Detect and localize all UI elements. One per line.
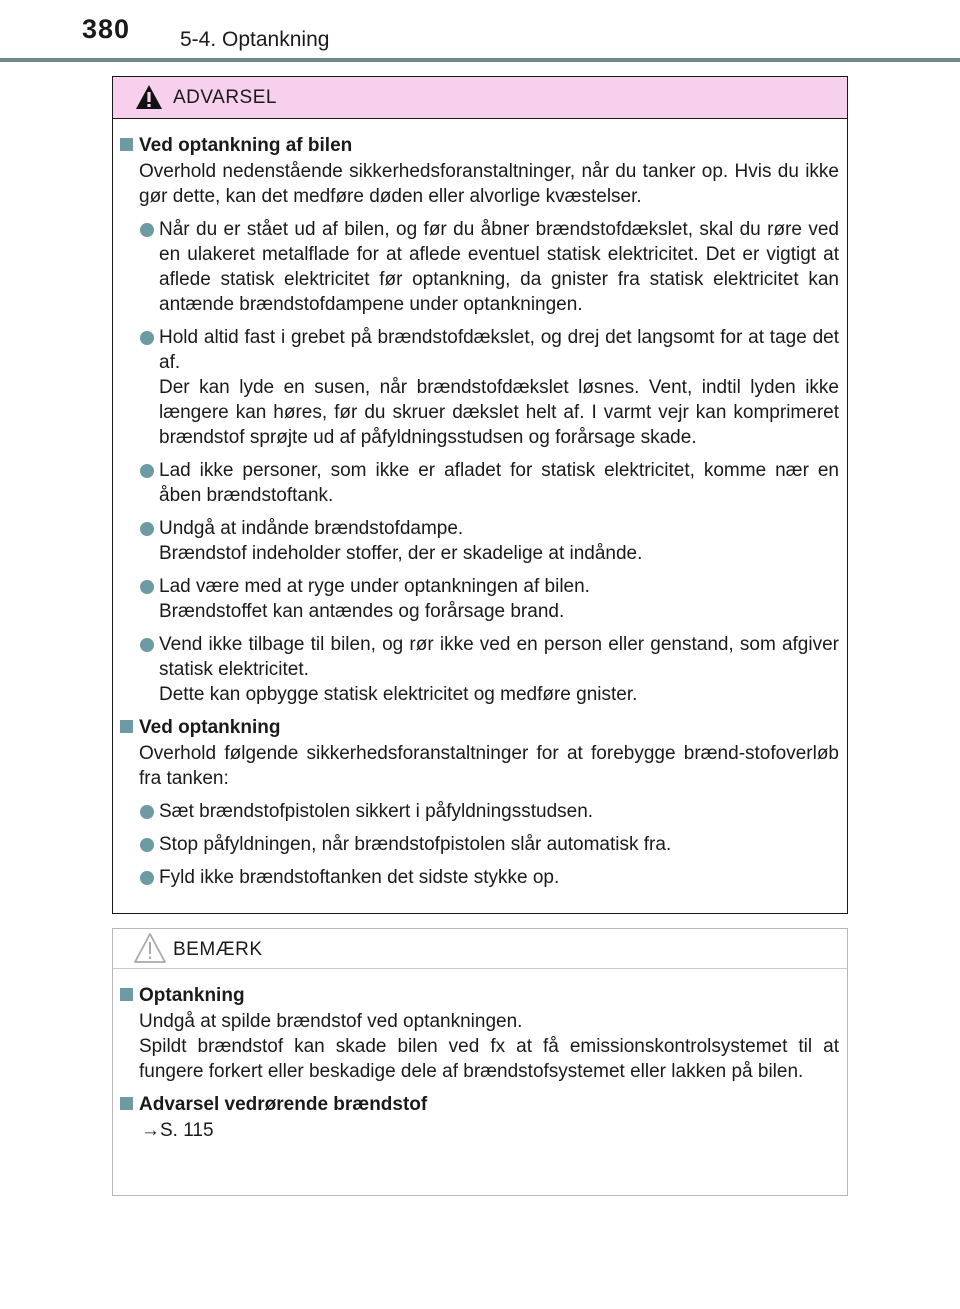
list-item <box>139 574 839 624</box>
note-label: BEMÆRK <box>173 939 263 960</box>
square-bullet-icon <box>120 1097 133 1110</box>
note-section <box>113 1092 839 1143</box>
note-text: Undgå at spilde brændstof ved optankningen. <box>139 1011 523 1032</box>
section-heading: Advarsel vedrørende brændstof <box>139 1094 428 1115</box>
list-item-text: Sæt brændstofpistolen sikkert i påfyldningsstudsen. <box>159 801 594 822</box>
list-item <box>139 516 839 566</box>
list-item-text: Stop påfyldningen, når brændstofpistolen slår automatisk fra. <box>159 834 672 855</box>
section-intro: Overhold følgende sikkerhedsforanstaltninger for at forebygge brænd-stofoverløb fra tanken: <box>139 743 839 789</box>
page-header <box>0 0 960 70</box>
round-bullet-icon <box>140 223 154 237</box>
round-bullet-icon <box>140 331 154 345</box>
section-heading: Ved optankning <box>139 717 281 738</box>
round-bullet-icon <box>140 638 154 652</box>
note-box <box>112 928 848 1196</box>
section-heading: Optankning <box>139 985 245 1006</box>
note-section <box>113 983 839 1084</box>
warning-triangle-icon <box>135 83 163 111</box>
section-heading: Ved optankning af bilen <box>139 135 353 156</box>
note-header <box>113 929 847 969</box>
list-item <box>139 458 839 508</box>
round-bullet-icon <box>140 522 154 536</box>
round-bullet-icon <box>140 871 154 885</box>
list-item <box>139 325 839 450</box>
note-body <box>113 969 847 1143</box>
list-item-detail: Dette kan opbygge statisk elektricitet og medføre gnister. <box>159 684 638 705</box>
list-item-text: Hold altid fast i grebet på brændstofdækslet, og drej det langsomt for at tage det af. <box>159 327 839 373</box>
list-item-text: Når du er stået ud af bilen, og før du åbner brændstofdækslet, skal du røre ved en ulakeret metalflade for at aflede eventuel statisk elektricitet. Det er vigtigt at aflede statisk elektricitet før optankning, da gnister fra statisk elektricitet kan antænde brændstofdampene under optankningen. <box>159 219 839 315</box>
section-title: 5-4. Optankning <box>180 28 330 51</box>
square-bullet-icon <box>120 138 133 151</box>
page-number: 380 <box>82 14 131 44</box>
list-item <box>139 865 839 890</box>
list-item <box>139 632 839 707</box>
square-bullet-icon <box>120 988 133 1001</box>
round-bullet-icon <box>140 805 154 819</box>
list-item-text: Fyld ikke brændstoftanken det sidste stykke op. <box>159 867 560 888</box>
list-item-detail: Brændstof indeholder stoffer, der er skadelige at indånde. <box>159 543 643 564</box>
list-item <box>139 832 839 857</box>
caution-triangle-icon <box>133 931 167 965</box>
list-item-detail: Der kan lyde en susen, når brændstofdækslet løsnes. Vent, indtil lyden ikke længere kan høres, før du skruer dækslet helt af. I varmt vejr kan komprimeret brændstof sprøjte ud af påfyldningsstudsen og forårsage skade. <box>159 377 839 448</box>
warning-section <box>113 715 839 890</box>
list-item-text: Vend ikke tilbage til bilen, og rør ikke ved en person eller genstand, som afgiver statisk elektricitet. <box>159 634 839 680</box>
warning-body <box>113 119 847 890</box>
list-item-text: Lad være med at ryge under optankningen af bilen. <box>159 576 590 597</box>
list-item-text: Lad ikke personer, som ikke er afladet for statisk elektricitet, komme nær en åben brændstoftank. <box>159 460 839 506</box>
list-item-detail: Brændstoffet kan antændes og forårsage brand. <box>159 601 565 622</box>
round-bullet-icon <box>140 580 154 594</box>
warning-label: ADVARSEL <box>173 87 277 108</box>
list-item <box>139 799 839 824</box>
page-reference-link[interactable]: →S. 115 <box>141 1120 214 1141</box>
round-bullet-icon <box>140 838 154 852</box>
header-rule <box>0 58 960 62</box>
warning-header <box>113 77 847 119</box>
round-bullet-icon <box>140 464 154 478</box>
square-bullet-icon <box>120 720 133 733</box>
list-item-text: Undgå at indånde brændstofdampe. <box>159 518 464 539</box>
warning-section <box>113 133 839 707</box>
warning-box <box>112 76 848 914</box>
note-text: Spildt brændstof kan skade bilen ved fx at få emissionskontrolsystemet til at fungere forkert eller beskadige dele af brændstofsystemet eller lakken på bilen. <box>139 1036 839 1082</box>
section-intro: Overhold nedenstående sikkerhedsforanstaltninger, når du tanker op. Hvis du ikke gør dette, kan det medføre døden eller alvorlige kvæstelser. <box>139 161 839 207</box>
list-item <box>139 217 839 317</box>
